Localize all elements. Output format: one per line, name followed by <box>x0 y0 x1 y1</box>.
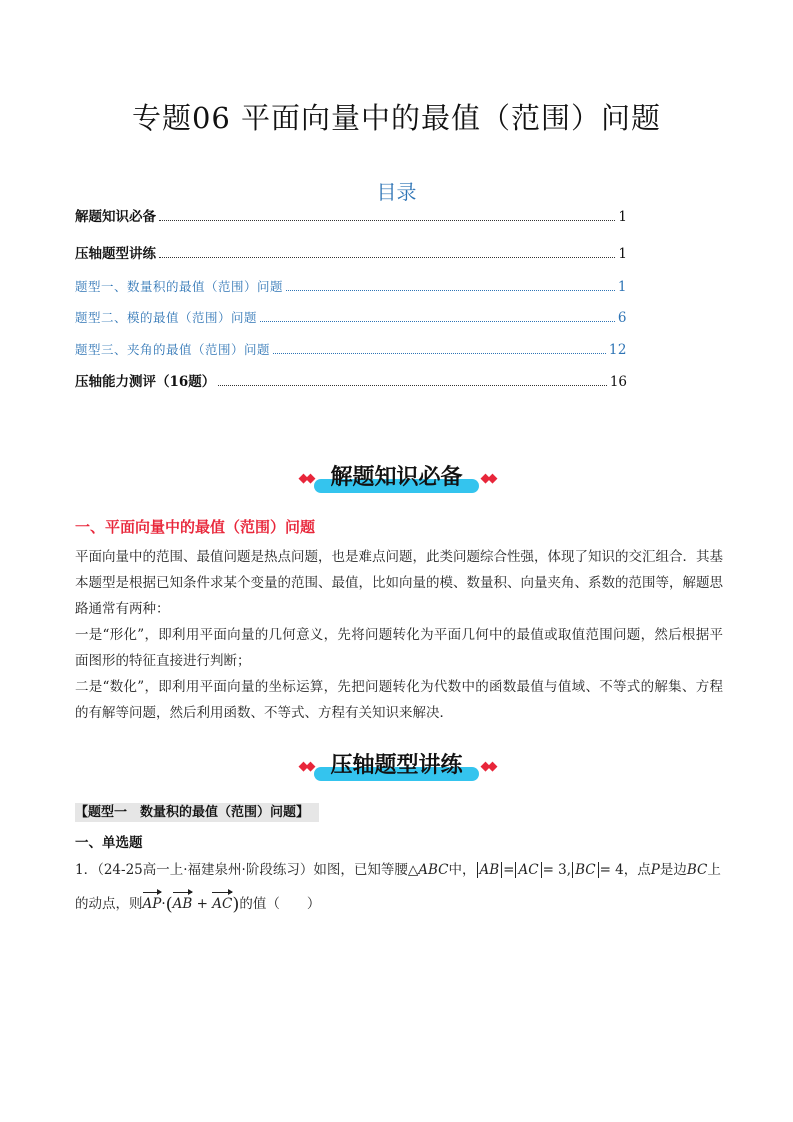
toc-item-label: 解题知识必备 <box>75 209 156 225</box>
banner-title: 压轴题型讲练 <box>318 749 474 783</box>
right-paren: ) <box>232 894 240 915</box>
question-1-line-2 <box>75 893 320 916</box>
toc-item-page: 1 <box>618 246 627 262</box>
segment-label: BC <box>686 862 708 878</box>
toc-item-type3[interactable] <box>75 338 627 358</box>
abs-ab: AB <box>477 862 503 878</box>
toc-leader-dots <box>159 257 615 258</box>
toc-leader-dots <box>273 353 606 354</box>
toc-item-label: 压轴题型讲练 <box>75 246 156 262</box>
paragraph-intro: 平面向量中的范围、最值问题是热点问题，也是难点问题，此类问题综合性强，体现了知识的交汇组合．其基本题型是根据已知条件求某个变量的范围、最值，比如向量的模、数量积、向量夹角、系数的范围等，解题思路通常有两种： <box>75 549 723 617</box>
point-label: P <box>650 862 660 878</box>
toc-item-practice[interactable] <box>75 242 627 262</box>
question-text: 的值（ ） <box>239 896 321 912</box>
page-title: 专题06 平面向量中的最值（范围）问题 <box>131 101 662 135</box>
toc-item-page: 12 <box>608 342 627 358</box>
toc-leader-dots <box>159 220 615 221</box>
toc-item-label: 题型三、夹角的最值（范围）问题 <box>75 342 271 357</box>
vector-ac: AC <box>212 893 232 915</box>
paragraph-algebraic: 二是“数化”，即利用平面向量的坐标运算，先把问题转化为代数中的函数最值与值域、不等式的解集、方程的有解等问题，然后利用函数、不等式、方程有关知识来解决． <box>75 679 723 721</box>
dot-operator: · <box>161 896 166 912</box>
toc-item-label: 压轴能力测评（16题） <box>75 374 216 390</box>
equals-value: = 4 <box>599 862 624 878</box>
abs-ac: AC <box>515 862 541 878</box>
question-text: 中， <box>448 862 476 878</box>
toc-leader-dots <box>260 321 615 322</box>
toc-leader-dots <box>218 385 607 386</box>
toc-item-type2[interactable] <box>75 306 627 326</box>
equals-value: = 3, <box>542 862 572 878</box>
banner-title: 解题知识必备 <box>318 461 474 495</box>
toc-item-page: 6 <box>617 310 627 326</box>
toc-item-assessment[interactable] <box>75 370 627 390</box>
section-banner-knowledge <box>0 458 793 498</box>
question-number: 1． <box>75 862 98 878</box>
left-paren: ( <box>165 894 173 915</box>
question-group-heading: 一、单选题 <box>75 835 143 851</box>
vector-ab: AB <box>173 893 193 915</box>
toc-item-page: 16 <box>609 374 627 390</box>
diamond-right-icon: ◆◆ <box>480 758 495 774</box>
vector-ap: AP <box>143 893 162 915</box>
question-text: 如图，已知等腰△ <box>313 862 419 878</box>
question-1-line-1 <box>75 859 721 881</box>
toc-leader-dots <box>286 290 615 291</box>
triangle-label: ABC <box>418 862 449 878</box>
equals-sign: = <box>503 862 515 878</box>
plus-operator: + <box>192 896 213 912</box>
toc-item-knowledge[interactable] <box>75 205 627 225</box>
abs-bc: BC <box>572 862 599 878</box>
toc-heading: 目录 <box>376 180 417 204</box>
question-type-tag: 【题型一 数量积的最值（范围）问题】 <box>75 803 319 822</box>
question-text: 上 <box>707 862 721 878</box>
question-text: ，点 <box>623 862 651 878</box>
diamond-left-icon: ◆◆ <box>298 758 313 774</box>
question-source: （24-25高一上·福建泉州·阶段练习） <box>97 862 314 878</box>
toc-item-label: 题型二、模的最值（范围）问题 <box>75 310 258 325</box>
section-heading: 一、平面向量中的最值（范围）问题 <box>75 518 316 536</box>
toc-item-page: 1 <box>617 279 627 295</box>
section-banner-practice <box>0 746 793 786</box>
paragraph-geometric: 一是“形化”，即利用平面向量的几何意义，先将问题转化为平面几何中的最值或取值范围问题，然后根据平面图形的特征直接进行判断； <box>75 627 723 669</box>
question-text: 的动点，则 <box>75 896 143 912</box>
toc-item-type1[interactable] <box>75 275 627 295</box>
toc-item-page: 1 <box>618 209 627 225</box>
diamond-left-icon: ◆◆ <box>298 470 313 486</box>
toc-item-label: 题型一、数量积的最值（范围）问题 <box>75 279 284 294</box>
diamond-right-icon: ◆◆ <box>480 470 495 486</box>
question-text: 是边 <box>659 862 687 878</box>
